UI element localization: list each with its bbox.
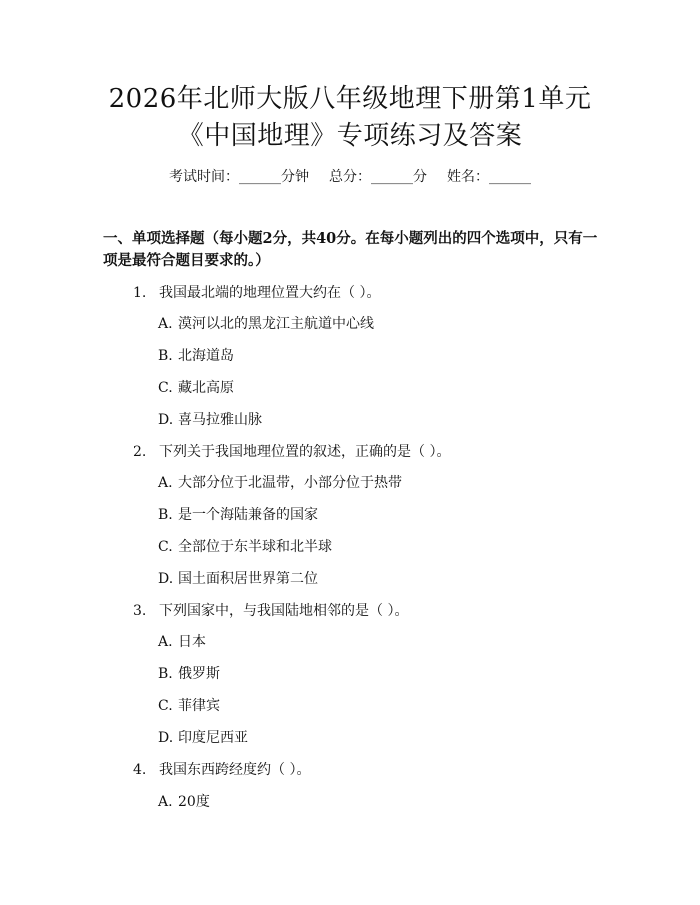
option-letter: B. bbox=[158, 507, 173, 523]
question bbox=[133, 602, 408, 620]
question-number: 2. bbox=[133, 444, 147, 460]
option bbox=[158, 729, 248, 747]
section-heading: 一、单项选择题（每小题2分，共40分。在每小题列出的四个选项中，只有一项是最符合题目要求的。） bbox=[103, 230, 598, 269]
option bbox=[158, 793, 210, 811]
option-letter: C. bbox=[158, 698, 173, 714]
option-text: 菲律宾 bbox=[178, 698, 220, 714]
option bbox=[158, 379, 234, 397]
option-letter: C. bbox=[158, 539, 173, 555]
option-letter: B. bbox=[158, 666, 173, 682]
option-letter: A. bbox=[158, 316, 173, 332]
option bbox=[158, 474, 402, 492]
total-score: 总分：______分 bbox=[329, 169, 427, 185]
exam-meta bbox=[0, 168, 700, 186]
option bbox=[158, 665, 220, 683]
question-text: 我国最北端的地理位置大约在（ ）。 bbox=[159, 285, 381, 301]
question bbox=[133, 284, 380, 302]
option-text: 20度 bbox=[178, 794, 210, 810]
question-text: 我国东西跨经度约（ ）。 bbox=[159, 762, 311, 778]
document-title-line-1: 2026年北师大版八年级地理下册第1单元 bbox=[108, 84, 592, 114]
option-letter: A. bbox=[158, 634, 173, 650]
question-number: 4. bbox=[133, 762, 147, 778]
option-letter: B. bbox=[158, 348, 173, 364]
option-letter: A. bbox=[158, 475, 173, 491]
option bbox=[158, 570, 318, 588]
option-text: 全部位于东半球和北半球 bbox=[178, 539, 332, 555]
option-letter: D. bbox=[158, 571, 174, 587]
question bbox=[133, 443, 450, 461]
question-text: 下列国家中，与我国陆地相邻的是（ ）。 bbox=[159, 603, 409, 619]
option-text: 北海道岛 bbox=[178, 348, 234, 364]
option-text: 是一个海陆兼备的国家 bbox=[178, 507, 318, 523]
question-number: 1. bbox=[133, 285, 147, 301]
option-text: 国土面积居世界第二位 bbox=[178, 571, 318, 587]
option-text: 印度尼西亚 bbox=[178, 730, 248, 746]
student-name: 姓名：______ bbox=[447, 169, 531, 185]
option-text: 喜马拉雅山脉 bbox=[178, 412, 262, 428]
option-letter: D. bbox=[158, 730, 174, 746]
question-text: 下列关于我国地理位置的叙述，正确的是（ ）。 bbox=[159, 444, 451, 460]
exam-time: 考试时间：______分钟 bbox=[169, 169, 309, 185]
document-title-line-2: 《中国地理》专项练习及答案 bbox=[177, 121, 523, 151]
option-text: 藏北高原 bbox=[178, 380, 234, 396]
question bbox=[133, 761, 310, 779]
option bbox=[158, 633, 206, 651]
option bbox=[158, 506, 318, 524]
option-text: 俄罗斯 bbox=[178, 666, 220, 682]
option-letter: A. bbox=[158, 794, 173, 810]
option bbox=[158, 411, 262, 429]
option-letter: C. bbox=[158, 380, 173, 396]
option bbox=[158, 315, 374, 333]
option-text: 日本 bbox=[178, 634, 206, 650]
option bbox=[158, 347, 234, 365]
option bbox=[158, 697, 220, 715]
option bbox=[158, 538, 332, 556]
option-text: 漠河以北的黑龙江主航道中心线 bbox=[178, 316, 374, 332]
question-number: 3. bbox=[133, 603, 147, 619]
option-letter: D. bbox=[158, 412, 174, 428]
option-text: 大部分位于北温带，小部分位于热带 bbox=[178, 475, 402, 491]
